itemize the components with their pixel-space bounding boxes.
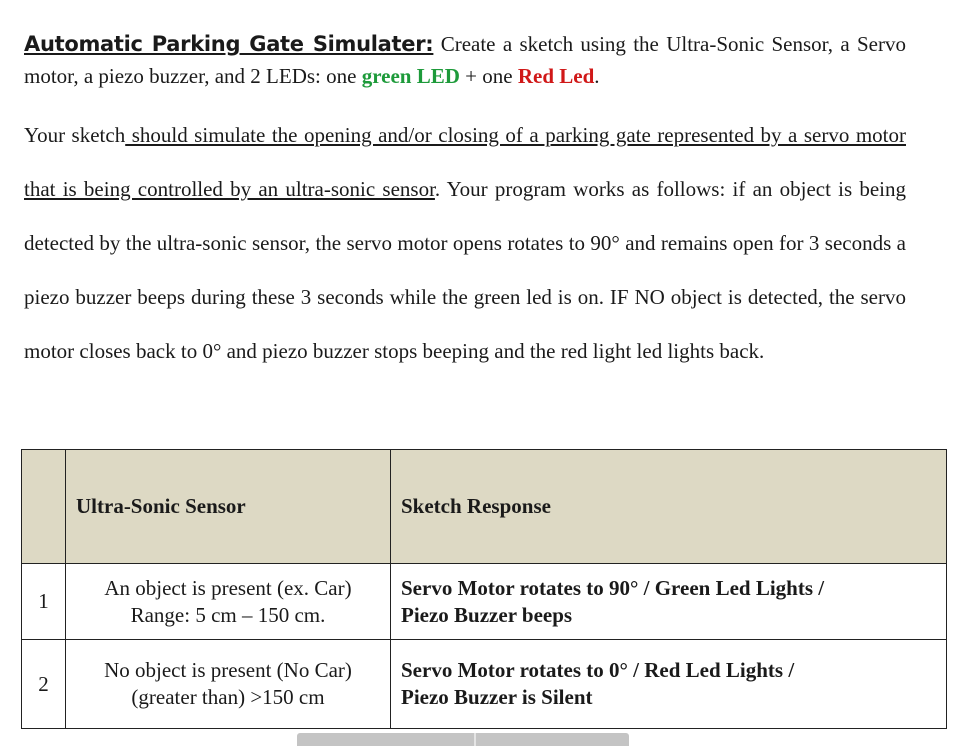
red-led-label: Red Led xyxy=(517,64,595,88)
document-heading: Automatic Parking Gate Simulater: xyxy=(24,32,434,56)
description-lead: Your sketch xyxy=(24,123,126,147)
intro-period: . xyxy=(594,64,600,88)
sensor-condition-cell xyxy=(66,640,391,729)
scrollbar-divider xyxy=(474,733,476,746)
sensor-range-line: (greater than) >150 cm xyxy=(131,685,325,709)
response-line: Servo Motor rotates to 0° / Red Led Lights / xyxy=(401,658,795,682)
table-header-row xyxy=(22,450,947,564)
document-body xyxy=(24,28,906,378)
sensor-range-line: Range: 5 cm – 150 cm. xyxy=(130,602,326,627)
row-number: 1 xyxy=(22,564,66,640)
table-row xyxy=(22,564,947,640)
sketch-response-cell xyxy=(391,564,947,640)
sensor-condition-cell xyxy=(66,564,391,640)
intro-connector: + one xyxy=(459,64,518,88)
intro-text: Create a sketch using the Ultra-Sonic Sensor, a Servo motor, a piezo buzzer, and 2 LEDs: one xyxy=(24,32,906,88)
header-sensor-cell: Ultra-Sonic Sensor xyxy=(66,450,391,564)
response-line: Piezo Buzzer is Silent xyxy=(401,685,593,709)
horizontal-scrollbar-thumb[interactable] xyxy=(297,733,629,746)
header-response-cell: Sketch Response xyxy=(391,450,947,564)
response-line: Servo Motor rotates to 90° / Green Led Lights / xyxy=(401,575,825,600)
green-led-label: green LED xyxy=(361,64,460,88)
row-number: 2 xyxy=(22,640,66,729)
behavior-table xyxy=(21,449,947,729)
description-paragraph xyxy=(24,108,906,378)
table-row xyxy=(22,640,947,729)
response-line: Piezo Buzzer beeps xyxy=(401,602,573,627)
sketch-response-cell xyxy=(391,640,947,729)
description-rest: . Your program works as follows: if an object is being detected by the ultra-sonic sensor, the servo motor opens rotates to 90° and remains open for 3 seconds a piezo buzzer beeps during these 3 seconds while the green led is on. IF NO object is detected, the servo motor closes back to 0° and piezo buzzer stops beeping and the red light led lights back. xyxy=(24,177,907,363)
sensor-condition-line: An object is present (ex. Car) xyxy=(104,575,352,600)
header-number-cell xyxy=(22,450,66,564)
sensor-condition-line: No object is present (No Car) xyxy=(104,658,352,682)
description-underlined: should simulate the opening and/or closing of a parking gate represented by a servo motor that is being controlled by an ultra-sonic sensor xyxy=(24,123,906,201)
intro-paragraph xyxy=(24,28,906,92)
